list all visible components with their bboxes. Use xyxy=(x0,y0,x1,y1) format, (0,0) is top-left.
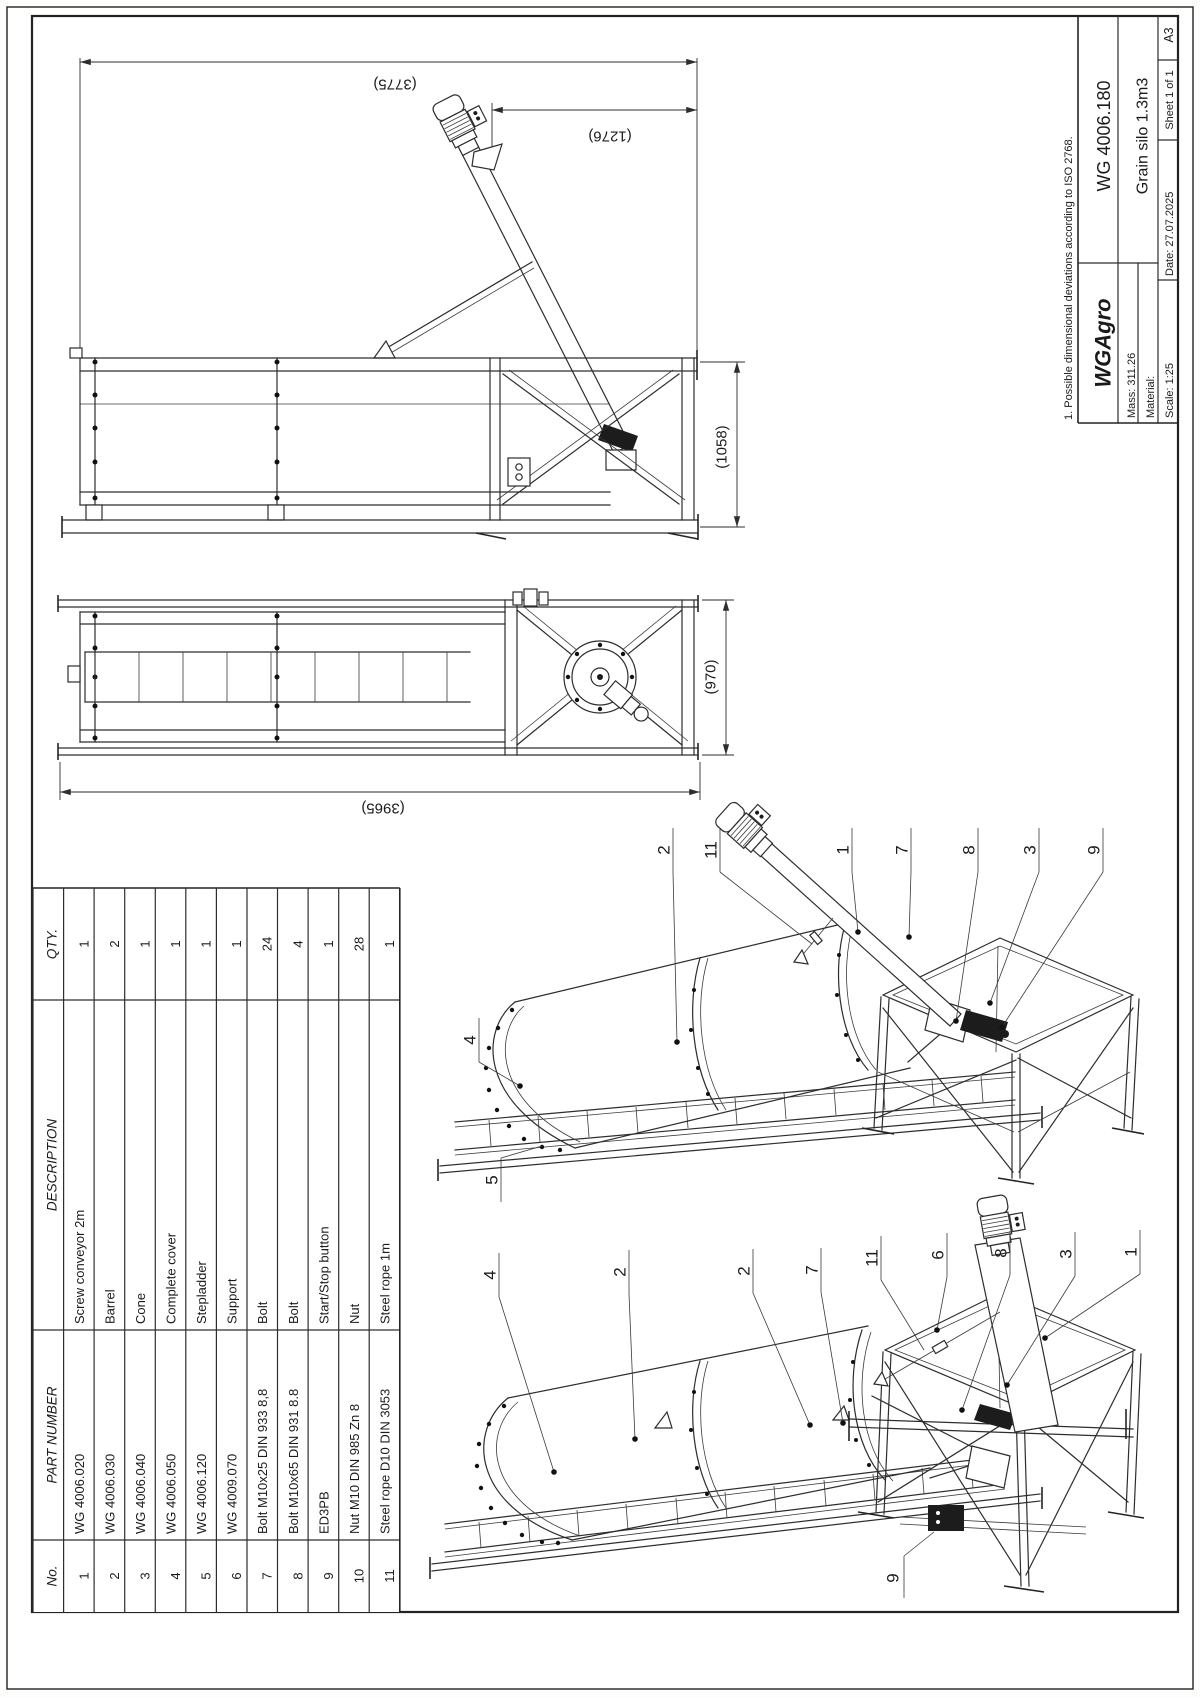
svg-text:(970): (970) xyxy=(702,659,720,695)
drawing-title: Grain silo 1.3m3 xyxy=(1134,77,1152,195)
svg-text:Nut: Nut xyxy=(347,1303,362,1324)
svg-text:ED3PB: ED3PB xyxy=(316,1491,332,1534)
svg-text:2: 2 xyxy=(610,1267,630,1277)
svg-text:PART NUMBER: PART NUMBER xyxy=(44,1386,60,1484)
svg-text:Support: Support xyxy=(224,1278,240,1324)
material-field: Material: xyxy=(1145,375,1157,418)
svg-text:24: 24 xyxy=(259,936,275,952)
svg-text:1: 1 xyxy=(137,940,153,948)
svg-text:1: 1 xyxy=(833,845,853,855)
drawing-number: WG 4006.180 xyxy=(1094,80,1114,192)
svg-text:4: 4 xyxy=(480,1270,500,1280)
svg-text:QTY.: QTY. xyxy=(44,928,60,960)
svg-text:Screw conveyor 2m: Screw conveyor 2m xyxy=(72,1209,87,1324)
start-stop-button-side xyxy=(508,458,530,486)
mass-field: Mass: 311.26 xyxy=(1126,352,1138,418)
start-stop-button-iso-b xyxy=(928,1505,964,1531)
svg-text:3: 3 xyxy=(137,1572,153,1580)
svg-text:4: 4 xyxy=(168,1572,184,1580)
svg-text:9: 9 xyxy=(320,1572,336,1580)
format-field: A3 xyxy=(1162,27,1176,43)
svg-text:10: 10 xyxy=(351,1568,367,1584)
svg-text:DESCRIPTION: DESCRIPTION xyxy=(44,1118,60,1212)
svg-text:3: 3 xyxy=(1056,1249,1076,1259)
date-field: Date: 27.07.2025 xyxy=(1164,191,1176,276)
svg-text:Complete cover: Complete cover xyxy=(163,1232,179,1324)
svg-text:(1276): (1276) xyxy=(588,127,632,145)
svg-text:(3775): (3775) xyxy=(373,75,417,93)
svg-text:Steel rope D10 DIN 3053: Steel rope D10 DIN 3053 xyxy=(377,1388,393,1534)
svg-text:6: 6 xyxy=(229,1572,245,1580)
svg-text:11: 11 xyxy=(382,1569,397,1583)
svg-text:WG 4009.070: WG 4009.070 xyxy=(224,1453,240,1534)
svg-text:Bolt: Bolt xyxy=(255,1301,271,1324)
svg-text:5: 5 xyxy=(198,1572,214,1580)
svg-text:No.: No. xyxy=(44,1565,60,1587)
svg-text:Bolt: Bolt xyxy=(285,1301,301,1324)
svg-text:7: 7 xyxy=(259,1572,275,1580)
svg-text:WG 4006.050: WG 4006.050 xyxy=(163,1453,179,1534)
scale-field: Scale: 1:25 xyxy=(1164,362,1176,418)
svg-text:2: 2 xyxy=(734,1266,754,1276)
svg-text:1: 1 xyxy=(229,940,245,948)
svg-text:3: 3 xyxy=(1020,845,1040,855)
svg-text:1: 1 xyxy=(320,940,336,948)
sheet-field: Sheet 1 of 1 xyxy=(1164,70,1176,130)
svg-text:Bolt M10x25 DIN 933 8,8: Bolt M10x25 DIN 933 8,8 xyxy=(255,1388,271,1534)
svg-text:Start/Stop button: Start/Stop button xyxy=(316,1226,332,1324)
svg-text:28: 28 xyxy=(351,936,367,952)
svg-text:Barrel: Barrel xyxy=(102,1289,118,1324)
svg-text:WG 4006.120: WG 4006.120 xyxy=(194,1453,209,1534)
svg-text:Stepladder: Stepladder xyxy=(194,1261,209,1324)
filler-cap-plan xyxy=(513,589,548,606)
svg-text:9: 9 xyxy=(883,1573,903,1583)
svg-text:8: 8 xyxy=(290,1572,306,1580)
svg-text:5: 5 xyxy=(482,1175,502,1185)
svg-text:4: 4 xyxy=(290,940,306,948)
svg-text:Cone: Cone xyxy=(133,1292,148,1324)
svg-text:Bolt M10x65 DIN 931 8.8: Bolt M10x65 DIN 931 8.8 xyxy=(285,1388,301,1534)
svg-text:(1058): (1058) xyxy=(713,425,731,469)
svg-text:1: 1 xyxy=(76,1572,92,1580)
svg-text:1: 1 xyxy=(76,940,92,948)
svg-text:1: 1 xyxy=(198,940,214,948)
svg-text:2: 2 xyxy=(107,940,122,948)
svg-text:Steel rope 1m: Steel rope 1m xyxy=(377,1243,393,1324)
svg-text:11: 11 xyxy=(701,841,721,859)
svg-text:WG 4006.040: WG 4006.040 xyxy=(133,1453,148,1534)
svg-text:4: 4 xyxy=(460,1035,480,1045)
svg-text:7: 7 xyxy=(802,1265,822,1275)
svg-text:WG 4006.030: WG 4006.030 xyxy=(102,1453,118,1534)
svg-text:11: 11 xyxy=(862,1249,882,1267)
svg-text:WG 4006.020: WG 4006.020 xyxy=(72,1453,87,1534)
svg-text:6: 6 xyxy=(928,1250,948,1260)
svg-text:2: 2 xyxy=(107,1572,122,1580)
svg-text:1: 1 xyxy=(382,940,397,948)
svg-text:8: 8 xyxy=(991,1248,1011,1258)
svg-text:2: 2 xyxy=(654,845,674,855)
svg-text:7: 7 xyxy=(892,845,912,855)
svg-text:1: 1 xyxy=(168,940,184,948)
tolerance-note: 1. Possible dimensional deviations according to ISO 2768. xyxy=(1063,136,1075,420)
svg-text:8: 8 xyxy=(959,845,979,855)
svg-text:9: 9 xyxy=(1084,845,1104,855)
svg-text:Nut M10 DIN 985 Zn 8: Nut M10 DIN 985 Zn 8 xyxy=(347,1403,362,1534)
svg-text:1: 1 xyxy=(1121,1247,1141,1257)
bom-table xyxy=(33,888,400,1612)
svg-text:(3965): (3965) xyxy=(361,799,405,817)
company-logo: WGAgro xyxy=(1090,298,1116,388)
